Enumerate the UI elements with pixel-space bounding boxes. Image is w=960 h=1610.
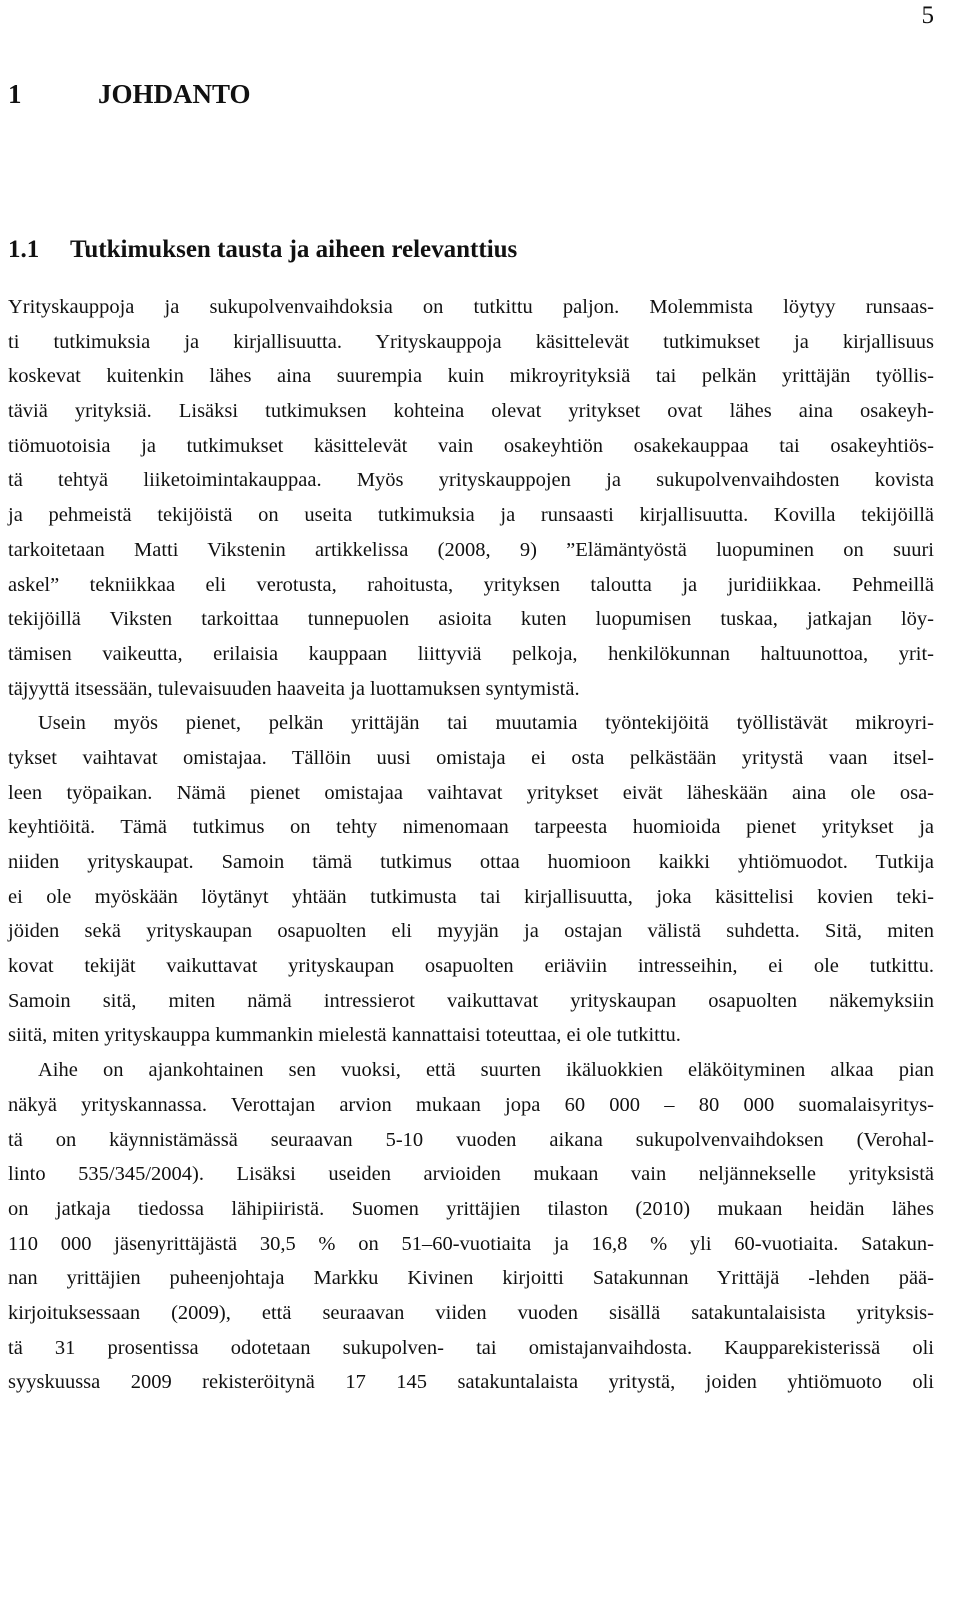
text-line: Usein myös pienet, pelkän yrittäjän tai muutamia työntekijöitä työllistävät mikroyri- bbox=[38, 712, 934, 735]
text-line: ei ole myöskään löytänyt yhtään tutkimusta tai kirjallisuutta, joka käsittelisi kovien teki- bbox=[8, 885, 934, 908]
chapter-title: JOHDANTO bbox=[98, 79, 251, 109]
text-line: Samoin sitä, miten nämä intressierot vaikuttavat yrityskaupan osapuolten näkemyksiin bbox=[8, 989, 934, 1012]
text-line: tämisen vaikeutta, erilaisia kauppaan liittyviä pelkoja, henkilökunnan haltuunottoa, yrit- bbox=[8, 642, 934, 665]
text-line: koskevat kuitenkin lähes aina suurempia kuin mikroyrityksiä tai pelkän yrittäjän työllis- bbox=[8, 365, 934, 388]
text-line: tekijöillä Viksten tarkoittaa tunnepuolen asioita kuten luopumisen tuskaa, jatkajan löy- bbox=[8, 608, 934, 631]
text-line: täviä yrityksiä. Lisäksi tutkimuksen kohteina olevat yritykset ovat lähes aina osakeyh- bbox=[8, 400, 934, 423]
text-line: niiden yrityskaupat. Samoin tämä tutkimus ottaa huomioon kaikki yhtiömuodot. Tutkija bbox=[8, 851, 934, 873]
text-line: on jatkaja tiedossa lähipiiristä. Suomen yrittäjien tilaston (2010) mukaan heidän lähes bbox=[8, 1197, 934, 1220]
chapter-heading bbox=[8, 78, 251, 110]
text-line: linto 535/345/2004). Lisäksi useiden arvioiden mukaan vain neljännekselle yrityksistä bbox=[8, 1163, 934, 1186]
text-line: tarkoitetaan Matti Vikstenin artikkelissa (2008, 9) ”Elämäntyöstä luopuminen on suuri bbox=[8, 538, 934, 561]
text-line: leen työpaikan. Nämä pienet omistajaa vaihtavat yritykset eivät läheskään aina ole osa- bbox=[8, 781, 934, 804]
text-line: tä on käynnistämässä seuraavan 5-10 vuoden aikana sukupolvenvaihdoksen (Verohal- bbox=[8, 1128, 934, 1151]
text-line: 110 000 jäsenyrittäjästä 30,5 % on 51–60-vuotiaita ja 16,8 % yli 60-vuotiaita. Satakun- bbox=[8, 1232, 934, 1255]
text-line: tykset vaihtavat omistajaa. Tällöin uusi omistaja ei osta pelkästään yritystä vaan itsel- bbox=[8, 746, 934, 769]
text-line: siitä, miten yrityskauppa kummankin mielestä kannattaisi toteuttaa, ei ole tutkittu. bbox=[8, 1024, 681, 1047]
text-line: kovat tekijät vaikuttavat yrityskaupan osapuolten eriäviin intresseihin, ei ole tutkittu. bbox=[8, 955, 934, 978]
section-title: Tutkimuksen tausta ja aiheen relevanttius bbox=[70, 236, 518, 263]
text-line: syyskuussa 2009 rekisteröitynä 17 145 satakuntalaista yritystä, joiden yhtiömuoto oli bbox=[8, 1371, 934, 1394]
page-number: 5 bbox=[921, 2, 934, 29]
text-line: Yrityskauppoja ja sukupolvenvaihdoksia on tutkittu paljon. Molemmista löytyy runsaas- bbox=[8, 296, 934, 318]
text-line: askel” tekniikkaa eli verotusta, rahoitusta, yrityksen taloutta ja juridiikkaa. Pehmeillä bbox=[8, 573, 934, 596]
text-line: nan yrittäjien puheenjohtaja Markku Kivinen kirjoitti Satakunnan Yrittäjä -lehden pää- bbox=[8, 1267, 934, 1290]
text-line: Aihe on ajankohtainen sen vuoksi, että suurten ikäluokkien eläköityminen alkaa pian bbox=[38, 1059, 934, 1082]
text-line: ja pehmeistä tekijöistä on useita tutkimuksia ja runsaasti kirjallisuutta. Kovilla tekijöillä bbox=[8, 504, 934, 527]
text-line: täjyyttä itsessään, tulevaisuuden haaveita ja luottamuksen syntymistä. bbox=[8, 677, 580, 700]
chapter-number: 1 bbox=[8, 79, 22, 109]
text-line: näkyä yrityskannassa. Verottajan arvion mukaan jopa 60 000 – 80 000 suomalaisyritys- bbox=[8, 1093, 934, 1116]
text-line: tiömuotoisia ja tutkimukset käsittelevät vain osakeyhtiön osakekauppaa tai osakeyhtiös- bbox=[8, 434, 934, 457]
text-line: ti tutkimuksia ja kirjallisuutta. Yrityskauppoja käsittelevät tutkimukset ja kirjallisuus bbox=[8, 330, 934, 353]
section-heading bbox=[8, 234, 517, 266]
text-line: keyhtiöitä. Tämä tutkimus on tehty nimenomaan tarpeesta huomioida pienet yritykset ja bbox=[8, 816, 934, 839]
section-number: 1.1 bbox=[8, 236, 40, 263]
text-line: jöiden sekä yrityskaupan osapuolten eli myyjän ja ostajan välistä suhdetta. Sitä, miten bbox=[8, 920, 934, 943]
text-line: kirjoituksessaan (2009), että seuraavan viiden vuoden sisällä satakuntalaisista yrityksis- bbox=[8, 1301, 934, 1324]
text-line: tä 31 prosentissa odotetaan sukupolven- tai omistajanvaihdosta. Kaupparekisterissä oli bbox=[8, 1336, 934, 1359]
body-text bbox=[8, 290, 934, 1400]
text-line: tä tehtyä liiketoimintakauppaa. Myös yrityskauppojen ja sukupolvenvaihdosten kovista bbox=[8, 469, 934, 492]
